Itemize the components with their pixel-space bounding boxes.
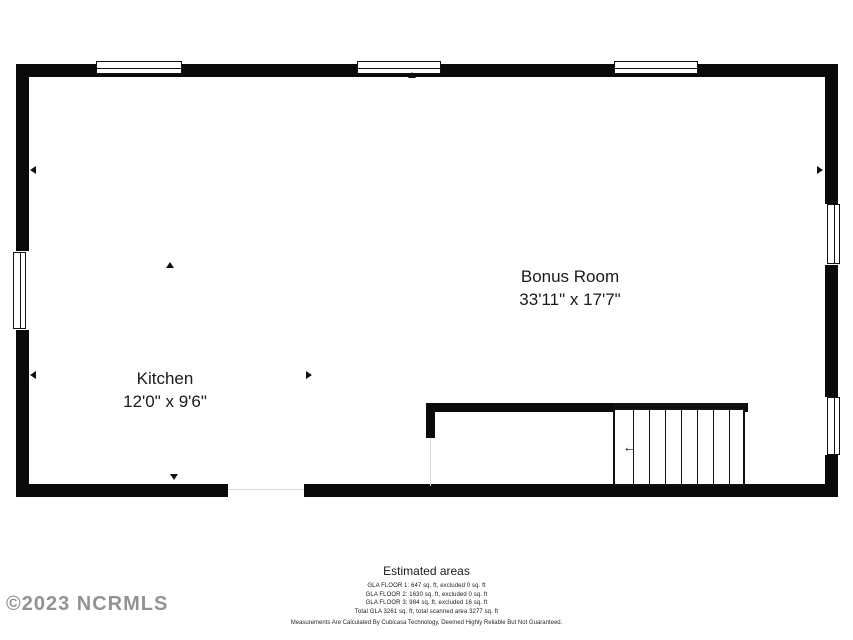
estimated-areas-line: Total GLA 3261 sq. ft, total scanned area 3277 sq. ft xyxy=(354,609,499,616)
stairs xyxy=(613,408,745,486)
estimated-areas-line: GLA FLOOR 1: 647 sq. ft, excluded 0 sq. ft xyxy=(367,583,486,589)
right-arrow-marker xyxy=(306,371,312,379)
stair-step xyxy=(697,410,698,484)
opening-bottom-wall xyxy=(228,482,304,499)
down-arrow-marker xyxy=(170,474,178,480)
stair-step xyxy=(729,410,730,484)
up-arrow-marker xyxy=(408,72,416,78)
room-dimensions: 33'11" x 17'7" xyxy=(519,289,621,309)
wall-right-upper xyxy=(825,64,838,204)
stairs-direction-arrow-icon: ← xyxy=(623,439,636,455)
measurement-disclaimer: Measurements Are Calculated By Cubicasa Technology, Deemed Highly Reliable But Not Guaranteed. xyxy=(290,620,563,626)
room-name: Kitchen xyxy=(136,369,194,388)
wall-interior-vertical-ghost xyxy=(430,438,431,486)
wall-interior-vertical xyxy=(426,403,435,438)
wall-right-lower xyxy=(825,455,838,497)
window-right-lower xyxy=(827,397,840,455)
stair-step xyxy=(713,410,714,484)
window-top-right xyxy=(614,61,698,74)
window-top-center xyxy=(357,61,441,74)
room-name: Bonus Room xyxy=(520,267,620,286)
estimated-areas-title: Estimated areas xyxy=(383,564,470,578)
room-label-kitchen xyxy=(45,368,285,414)
window-left-side xyxy=(13,252,26,329)
stair-step xyxy=(681,410,682,484)
up-arrow-marker xyxy=(166,262,174,268)
wall-left-upper xyxy=(16,64,29,251)
stairs-top-rail xyxy=(613,403,747,407)
opening-bottom-wall-line xyxy=(228,489,304,490)
wall-left-middle xyxy=(16,330,29,497)
right-arrow-marker xyxy=(817,166,823,174)
estimated-areas-line: GLA FLOOR 3: 984 sq. ft, excluded 16 sq. ft xyxy=(365,600,488,607)
left-arrow-marker xyxy=(30,371,36,379)
room-dimensions: 12'0" x 9'6" xyxy=(123,391,207,411)
room-label-bonus-room xyxy=(440,266,700,312)
stair-step xyxy=(649,410,650,484)
wall-right-middle xyxy=(825,265,838,397)
copyright-watermark: ©2023 NCRMLS xyxy=(6,593,169,615)
stair-step xyxy=(665,410,666,484)
window-top-left xyxy=(96,61,182,74)
window-right-upper xyxy=(827,204,840,264)
estimated-areas-line: GLA FLOOR 2: 1630 sq. ft, excluded 0 sq. ft xyxy=(365,591,488,598)
left-arrow-marker xyxy=(30,166,36,174)
